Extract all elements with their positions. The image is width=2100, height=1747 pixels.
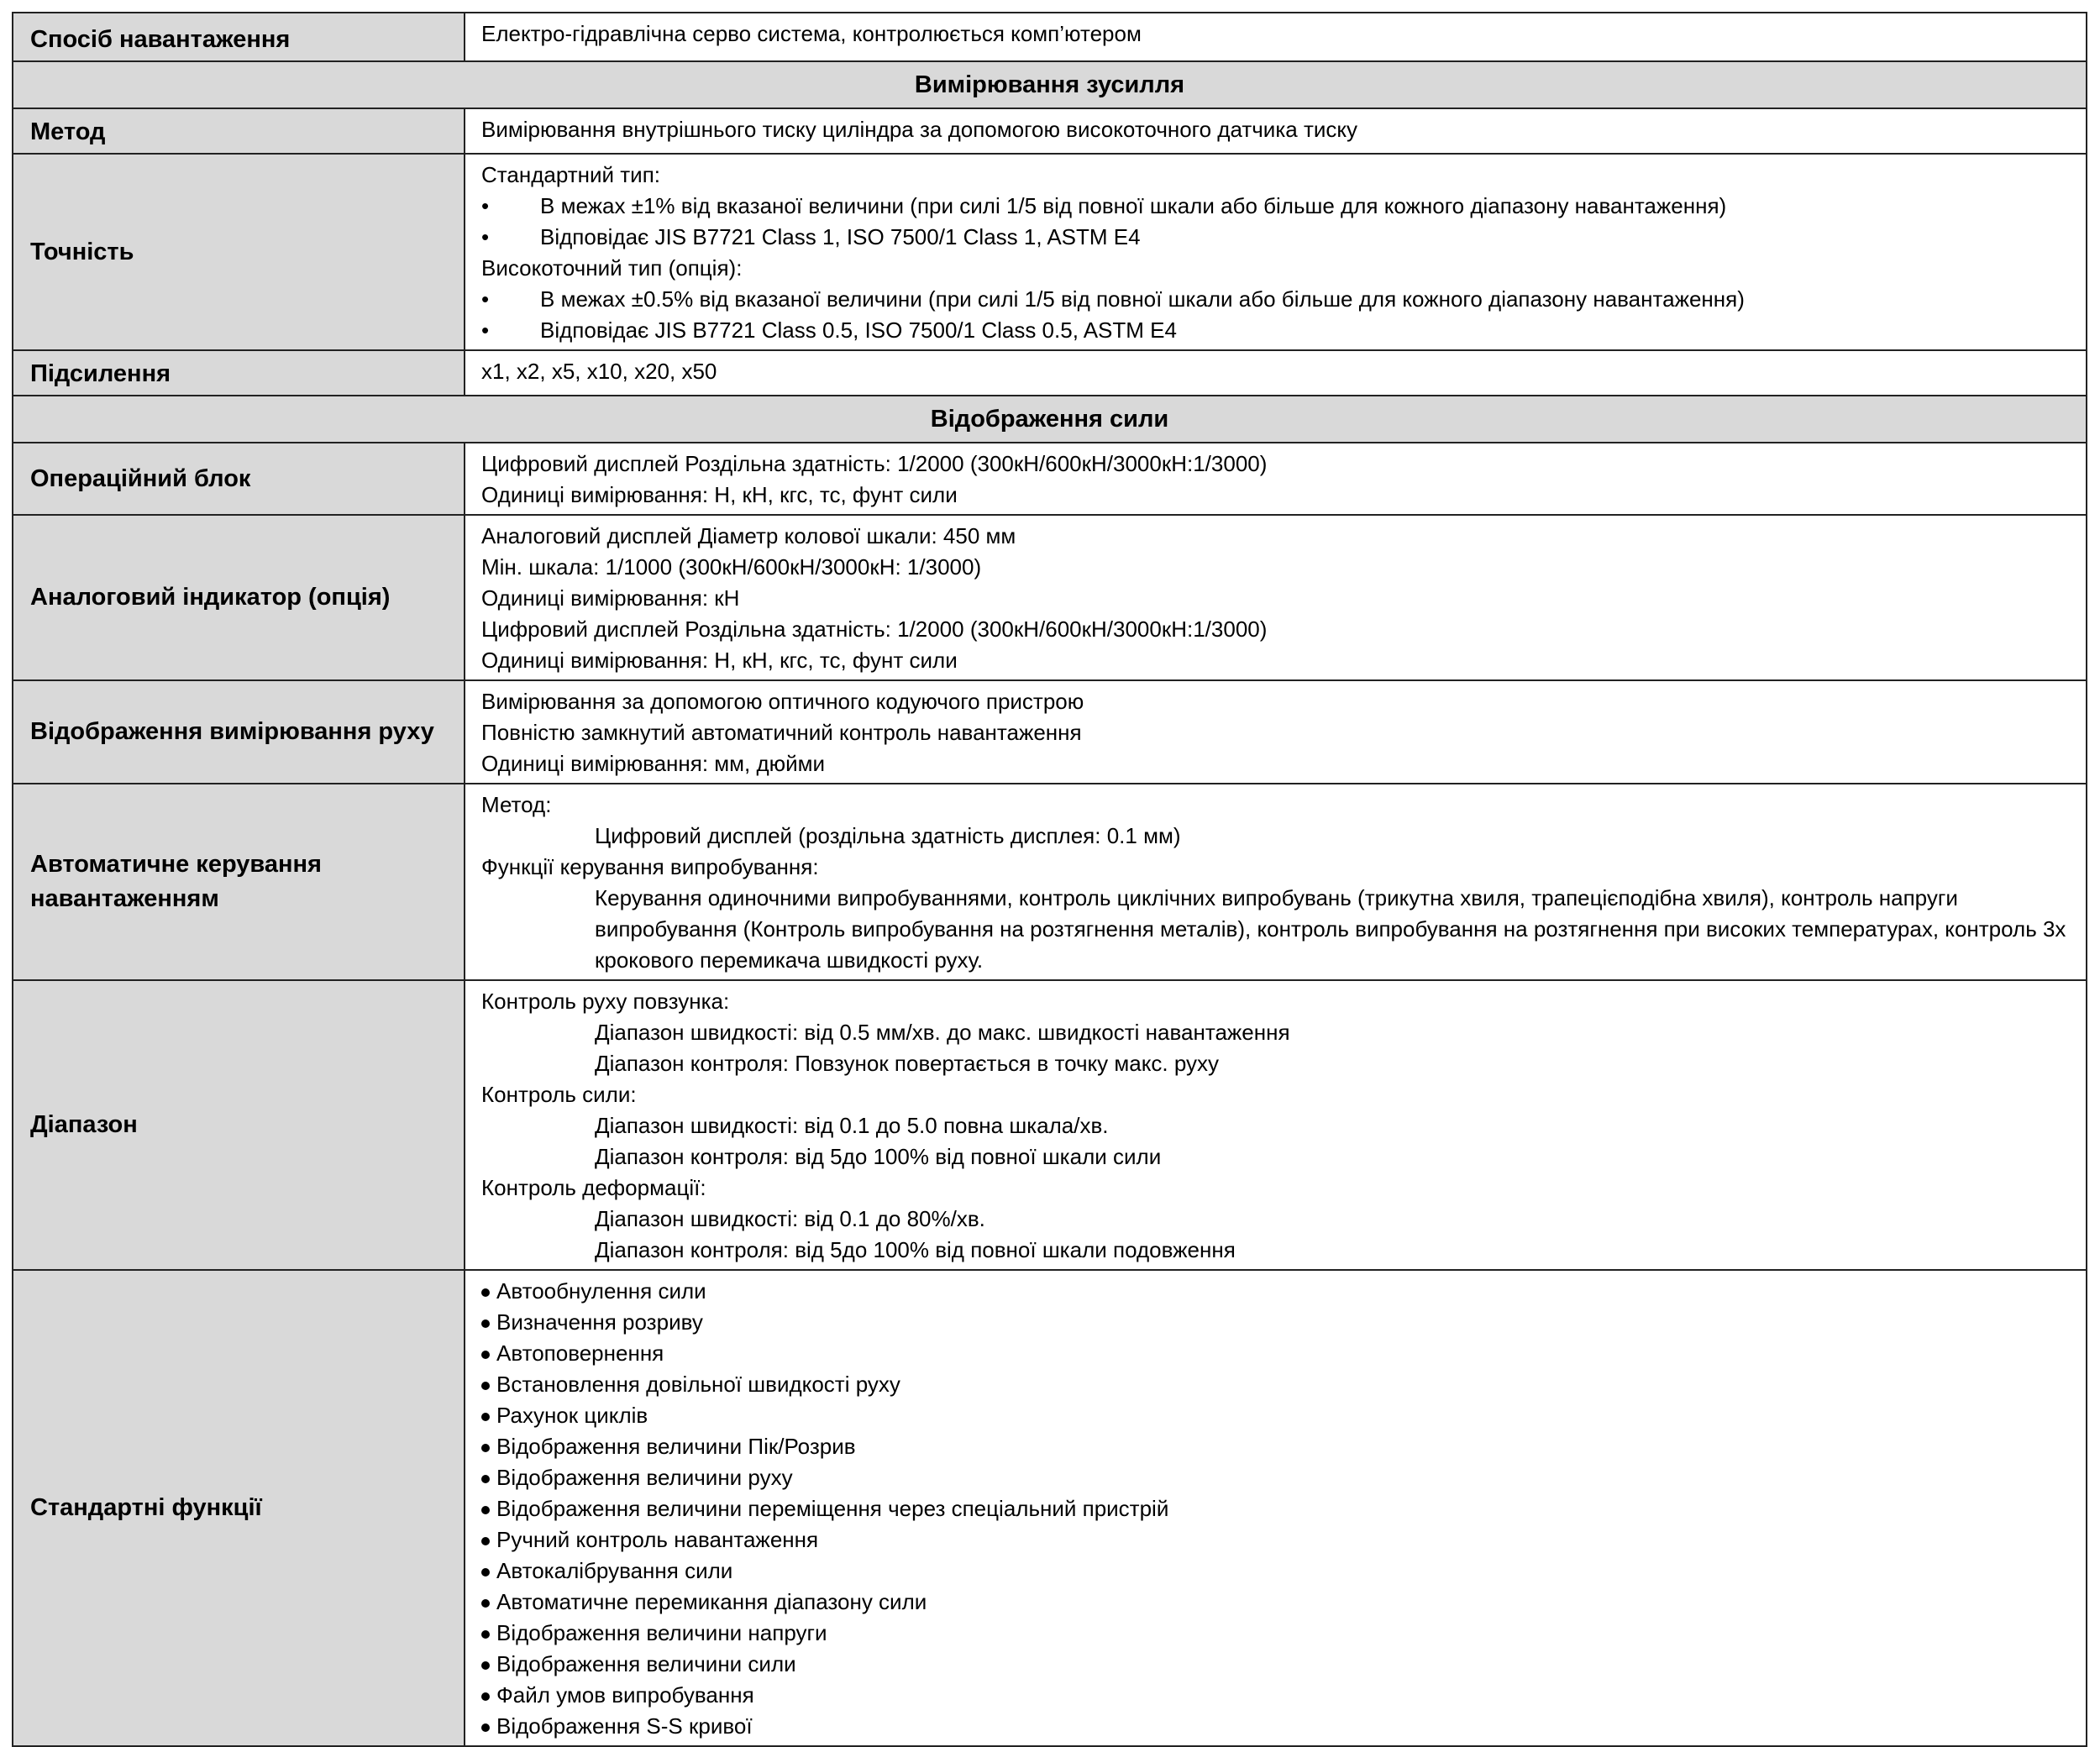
row-label: Підсилення: [13, 350, 465, 396]
list-item: Відображення величини руху: [481, 1462, 2071, 1493]
row-label: Точність: [13, 154, 465, 350]
list-item: • Відповідає JIS B7721 Class 1, ISO 7500/1 Class 1, ASTM E4: [481, 222, 2071, 253]
list-item: Відображення величини переміщення через спеціальний пристрій: [481, 1493, 2071, 1524]
row-label: Спосіб навантаження: [13, 13, 465, 61]
bullet-icon: [481, 1692, 490, 1701]
accuracy-standard-heading: Стандартний тип:: [481, 162, 661, 187]
row-value: Вимірювання за допомогою оптичного кодуючого пристрою Повністю замкнутий автоматичний контроль навантаження Одиниці вимірювання: мм, дюйми: [465, 680, 2087, 784]
row-operation-unit: [13, 443, 2087, 515]
bullet-icon: [481, 1630, 490, 1639]
list-item: Рахунок циклів: [481, 1400, 2071, 1431]
list-item: Файл умов випробування: [481, 1680, 2071, 1711]
row-label: Діапазон: [13, 980, 465, 1270]
row-auto-load-control: [13, 784, 2087, 980]
row-value: [465, 1270, 2087, 1746]
bullet-icon: [481, 1599, 490, 1608]
row-loading-method: [13, 13, 2087, 61]
row-accuracy: [13, 154, 2087, 350]
list-item: Встановлення довільної швидкості руху: [481, 1369, 2071, 1400]
row-label: Операційний блок: [13, 443, 465, 515]
section-title: Відображення сили: [13, 396, 2087, 443]
row-range: [13, 980, 2087, 1270]
bullet-icon: [481, 1723, 490, 1732]
row-value: Аналоговий дисплей Діаметр колової шкали: 450 мм Мін. шкала: 1/1000 (300кН/600кН/3000кН: 1/3000) Одиниці вимірювання: кН Цифровий дисплей Роздільна здатність: 1/2000 (300кН/600кН/3000кН:1/3000) Одиниці вимірювання: Н, кН, кгс, тс, фунт сили: [465, 515, 2087, 680]
row-label: Метод: [13, 108, 465, 154]
section-title: Вимірювання зусилля: [13, 61, 2087, 108]
bullet-icon: [481, 1506, 490, 1514]
bullet-icon: •: [481, 286, 490, 312]
bullet-icon: [481, 1661, 490, 1670]
bullet-icon: [481, 1288, 490, 1297]
list-item: Ручний контроль навантаження: [481, 1524, 2071, 1556]
list-item: • Відповідає JIS B7721 Class 0.5, ISO 7500/1 Class 0.5, ASTM E4: [481, 315, 2071, 346]
bullet-icon: [481, 1444, 490, 1452]
row-value: Електро-гідравлічна серво система, контролюється комп’ютером: [465, 13, 2087, 61]
row-stroke-display: [13, 680, 2087, 784]
specification-table: [12, 12, 2087, 1747]
list-item: Відображення величини Пік/Розрив: [481, 1431, 2071, 1462]
bullet-icon: •: [481, 224, 490, 249]
row-method: [13, 108, 2087, 154]
row-value: Вимірювання внутрішнього тиску циліндра за допомогою високоточного датчика тиску: [465, 108, 2087, 154]
row-value: x1, x2, x5, x10, x20, x50: [465, 350, 2087, 396]
row-value: [465, 154, 2087, 350]
list-item: Автоматичне перемикання діапазону сили: [481, 1587, 2071, 1618]
bullet-icon: •: [481, 193, 490, 218]
list-item: Відображення величини напруги: [481, 1618, 2071, 1649]
row-value: Контроль руху повзунка: Діапазон швидкості: від 0.5 мм/хв. до макс. швидкості навантаження Діапазон контроля: Повзунок повертається в точку макс. руху Контроль сили: Діапазон швидкості: від 0.1 до 5.0 повна шкала/хв. Діапазон контроля: від 5до 100% від повної шкали сили Контроль деформації: Діапазон швидкості: від 0.1 до 80%/хв. Діапазон контроля: від 5до 100% від повної шкали подовження: [465, 980, 2087, 1270]
bullet-icon: [481, 1382, 490, 1390]
bullet-icon: [481, 1475, 490, 1483]
section-header-force-display: [13, 396, 2087, 443]
list-item: • В межах ±1% від вказаної величини (при силі 1/5 від повної шкали або більше для кожного діапазону навантаження): [481, 191, 2071, 222]
section-header-force-measurement: [13, 61, 2087, 108]
list-item: Відображення величини сили: [481, 1649, 2071, 1680]
bullet-icon: [481, 1351, 490, 1359]
bullet-icon: •: [481, 317, 490, 343]
row-label: Відображення вимірювання руху: [13, 680, 465, 784]
row-label: Аналоговий індикатор (опція): [13, 515, 465, 680]
bullet-icon: [481, 1537, 490, 1545]
row-value: Метод: Цифровий дисплей (роздільна здатність дисплея: 0.1 мм) Функції керування випробування: Керування одиночними випробуваннями, контроль циклічних випробувань (трикутна хвиля, трапецієподібна хвиля), контроль напруги випробування (Контроль випробування на розтягнення металів), контроль випробування на розтягнення при високих температурах, контроль 3х крокового перемикача швидкості руху.: [465, 784, 2087, 980]
bullet-icon: [481, 1319, 490, 1328]
list-item: Автоповернення: [481, 1338, 2071, 1369]
list-item: Автообнулення сили: [481, 1276, 2071, 1307]
row-amplification: [13, 350, 2087, 396]
list-item: • В межах ±0.5% від вказаної величини (при силі 1/5 від повної шкали або більше для кожного діапазону навантаження): [481, 284, 2071, 315]
row-analog-indicator: [13, 515, 2087, 680]
list-item: Автокалібрування сили: [481, 1556, 2071, 1587]
list-item: Визначення розриву: [481, 1307, 2071, 1338]
bullet-icon: [481, 1413, 490, 1421]
accuracy-high-heading: Високоточний тип (опція):: [481, 255, 743, 281]
bullet-icon: [481, 1568, 490, 1576]
row-label: Стандартні функції: [13, 1270, 465, 1746]
row-label: Автоматичне керування навантаженням: [13, 784, 465, 980]
row-value: Цифровий дисплей Роздільна здатність: 1/2000 (300кН/600кН/3000кН:1/3000) Одиниці вимірювання: Н, кН, кгс, тс, фунт сили: [465, 443, 2087, 515]
list-item: Відображення S-S кривої: [481, 1711, 2071, 1742]
row-standard-functions: [13, 1270, 2087, 1746]
